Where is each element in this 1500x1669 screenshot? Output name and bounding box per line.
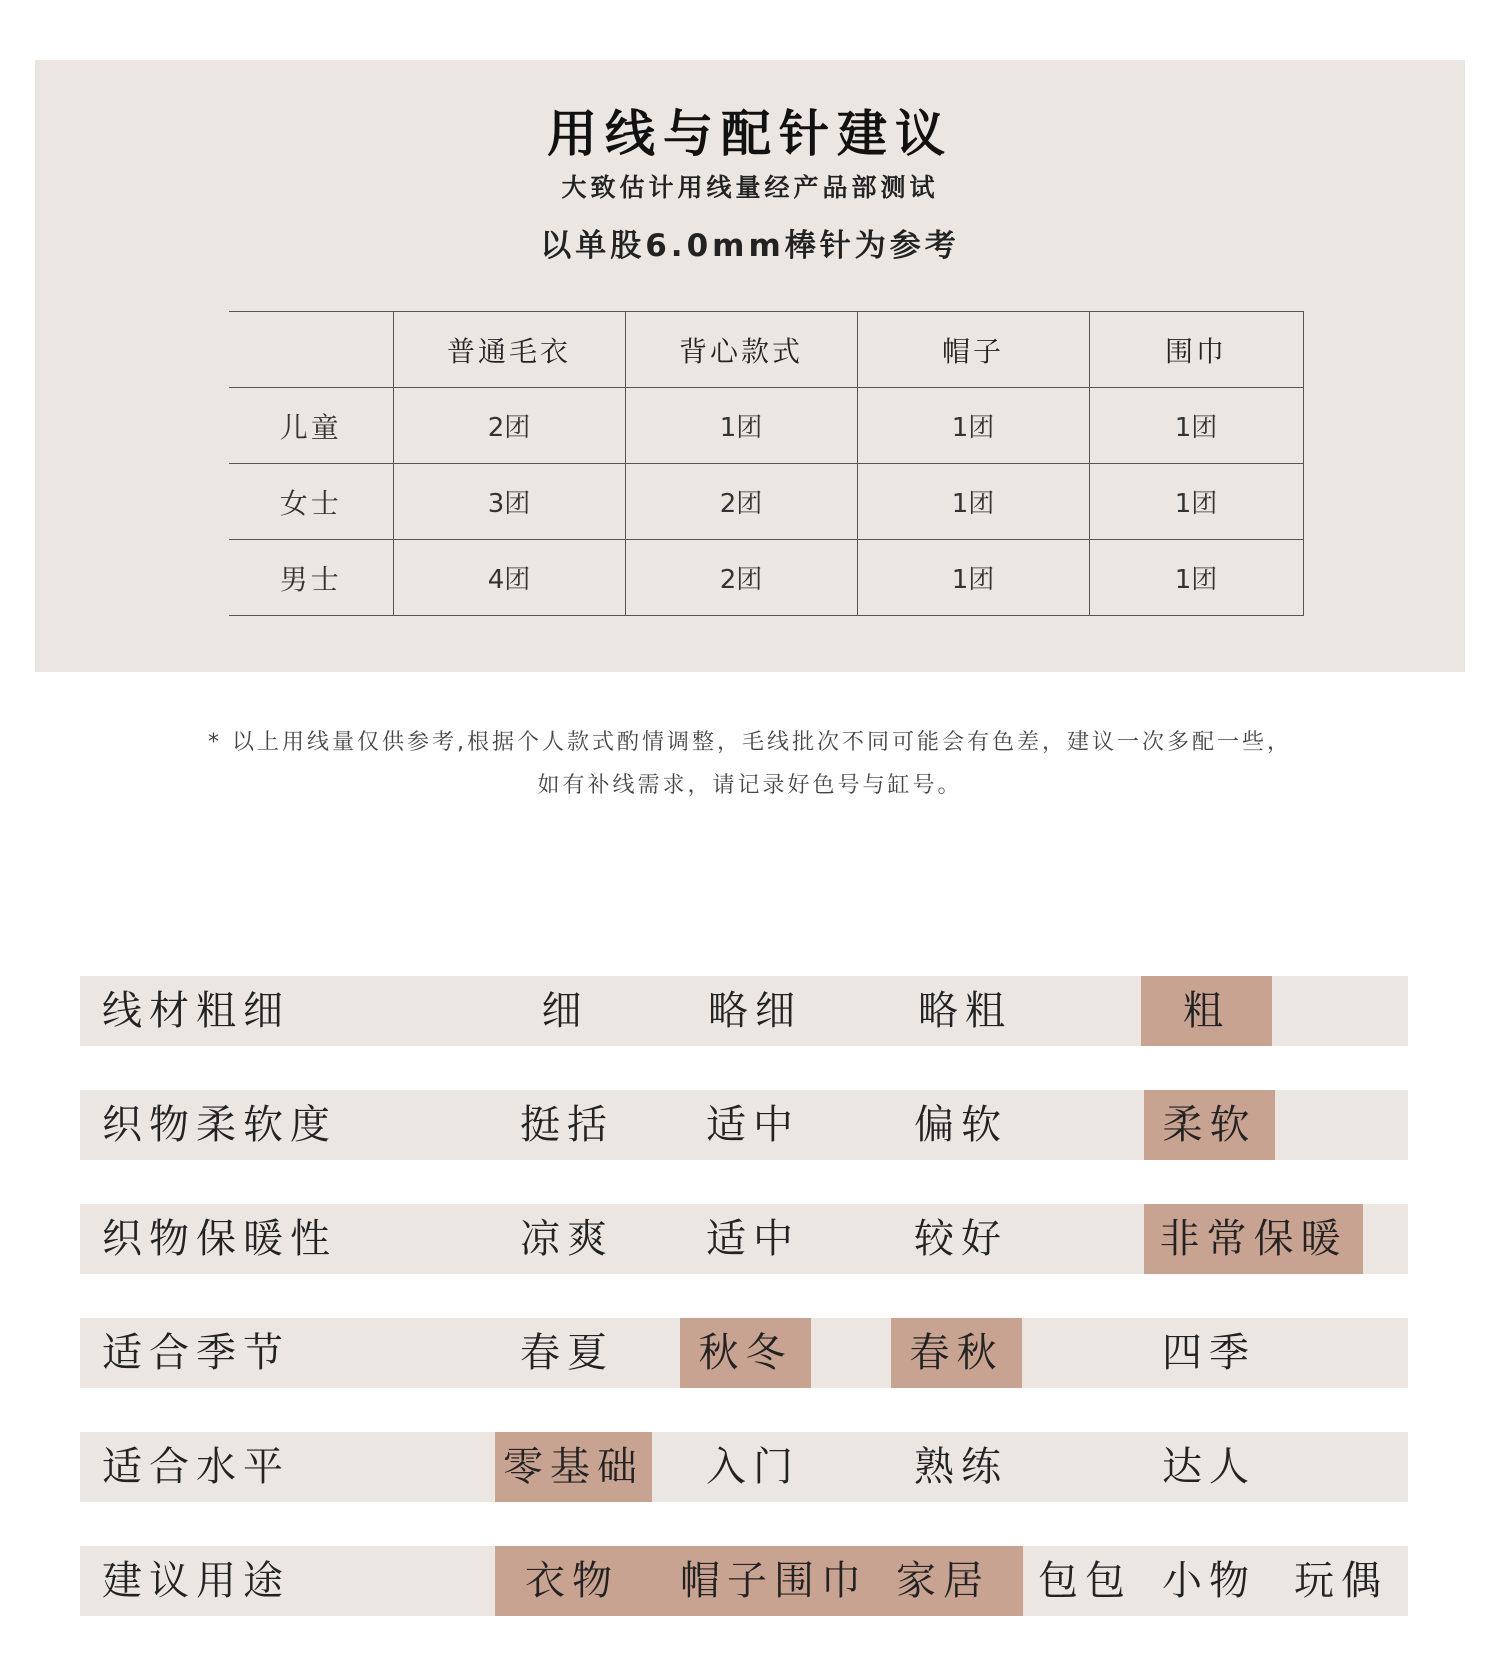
attribute-option-selected: 家居 (880, 1546, 1023, 1616)
table-cell: 1团 (625, 388, 857, 464)
attribute-option: 玩偶 (1294, 1558, 1388, 1604)
column-header: 普通毛衣 (393, 312, 625, 388)
column-header: 围巾 (1089, 312, 1303, 388)
attribute-option: 小物 (1162, 1558, 1256, 1604)
attribute-label: 线材粗细 (102, 988, 290, 1034)
attribute-option: 较好 (914, 1216, 1008, 1262)
attribute-option: 春夏 (520, 1330, 614, 1376)
attribute-option-selected: 非常保暖 (1144, 1204, 1363, 1274)
yarn-usage-table (229, 311, 1304, 616)
column-header: 背心款式 (625, 312, 857, 388)
table-cell: 2团 (625, 464, 857, 540)
yarn-usage-panel (35, 60, 1465, 672)
table-row (229, 464, 1303, 540)
attribute-row-thickness (80, 976, 1408, 1046)
attribute-option: 细 (541, 988, 589, 1034)
attribute-row-warmth (80, 1204, 1408, 1274)
attribute-option-selected: 柔软 (1144, 1090, 1275, 1160)
attribute-option: 达人 (1162, 1444, 1256, 1490)
attribute-option: 略细 (708, 988, 802, 1034)
attribute-option: 包包 (1038, 1558, 1132, 1604)
table-cell: 1团 (857, 464, 1089, 540)
attribute-row-usage (80, 1546, 1408, 1616)
table-cell: 1团 (857, 540, 1089, 616)
attribute-label: 建议用途 (102, 1558, 290, 1604)
table-header-row (229, 312, 1303, 388)
row-label: 儿童 (229, 388, 393, 464)
attribute-option: 熟练 (914, 1444, 1008, 1490)
disclaimer-note-line1: * 以上用线量仅供参考,根据个人款式酌情调整，毛线批次不同可能会有色差，建议一次多配一些， (208, 730, 1292, 755)
row-label: 女士 (229, 464, 393, 540)
table-cell: 3团 (393, 464, 625, 540)
table-row (229, 388, 1303, 464)
attribute-label: 织物保暖性 (102, 1216, 337, 1262)
table-cell: 4团 (393, 540, 625, 616)
attribute-option: 偏软 (914, 1102, 1008, 1148)
attribute-option-selected: 秋冬 (680, 1318, 811, 1388)
attribute-option: 挺括 (520, 1102, 614, 1148)
attribute-label: 适合季节 (102, 1330, 290, 1376)
attribute-row-season (80, 1318, 1408, 1388)
needle-reference: 以单股6.0mm棒针为参考 (540, 228, 960, 264)
page-title: 用线与配针建议 (547, 105, 953, 163)
table-corner-cell (229, 312, 393, 388)
attribute-option: 略粗 (918, 988, 1012, 1034)
attribute-option-selected: 帽子围巾 (635, 1546, 880, 1616)
attribute-option-selected: 粗 (1141, 976, 1272, 1046)
attribute-option: 四季 (1162, 1330, 1256, 1376)
table-row (229, 540, 1303, 616)
subtitle: 大致估计用线量经产品部测试 (561, 173, 939, 202)
attribute-row-softness (80, 1090, 1408, 1160)
row-label: 男士 (229, 540, 393, 616)
attribute-option: 适中 (706, 1102, 800, 1148)
disclaimer-note-line2: 如有补线需求，请记录好色号与缸号。 (537, 773, 963, 798)
table-cell: 1团 (1089, 464, 1303, 540)
table-cell: 1团 (857, 388, 1089, 464)
table-cell: 2团 (625, 540, 857, 616)
attribute-option: 凉爽 (520, 1216, 614, 1262)
attribute-label: 织物柔软度 (102, 1102, 337, 1148)
table-cell: 2团 (393, 388, 625, 464)
attribute-option: 适中 (706, 1216, 800, 1262)
table-cell: 1团 (1089, 388, 1303, 464)
attribute-option: 入门 (706, 1444, 800, 1490)
column-header: 帽子 (857, 312, 1089, 388)
attribute-option-selected: 零基础 (495, 1432, 652, 1502)
attribute-label: 适合水平 (102, 1444, 290, 1490)
attribute-option-selected: 春秋 (891, 1318, 1022, 1388)
attribute-option-selected: 衣物 (495, 1546, 635, 1616)
attribute-row-skill-level (80, 1432, 1408, 1502)
table-cell: 1团 (1089, 540, 1303, 616)
